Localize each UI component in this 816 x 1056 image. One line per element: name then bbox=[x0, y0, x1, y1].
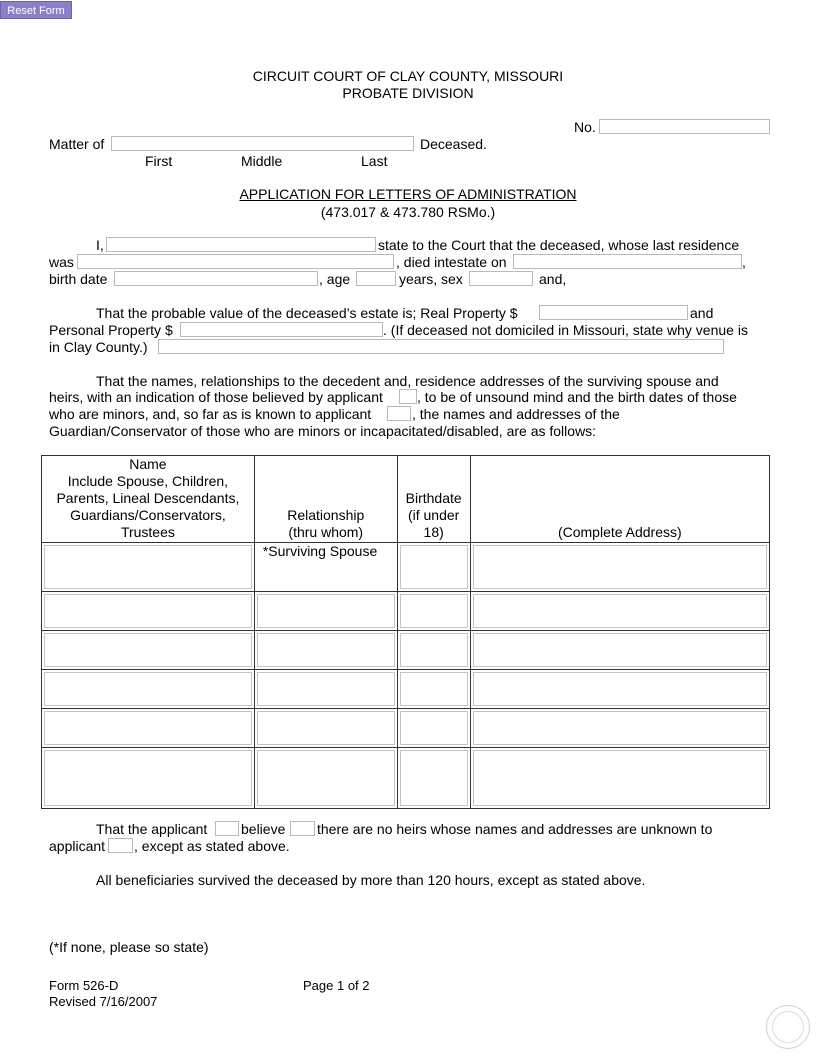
page-number: Page 1 of 2 bbox=[303, 978, 370, 993]
heir-relationship-field[interactable] bbox=[257, 633, 395, 667]
heir-birthdate-field[interactable] bbox=[400, 594, 468, 628]
para1-i: I, bbox=[96, 237, 104, 253]
header-name bbox=[42, 456, 255, 543]
form-number: Form 526-D bbox=[49, 978, 119, 993]
real-property-field[interactable] bbox=[539, 305, 688, 320]
believe-field[interactable] bbox=[290, 821, 315, 836]
para4-applicant2: applicant bbox=[49, 838, 106, 854]
relationship-cell bbox=[255, 543, 397, 587]
heir-name-field[interactable] bbox=[44, 594, 252, 628]
para4-no-heirs-text: there are no heirs whose names and addresses are unknown to bbox=[317, 821, 713, 837]
heir-address-field[interactable] bbox=[473, 672, 767, 706]
date-of-death-field[interactable] bbox=[513, 254, 742, 269]
surviving-spouse-label: *Surviving Spouse bbox=[262, 543, 378, 559]
para3-line3a: who are minors, and, so far as is known to applicant bbox=[49, 406, 372, 422]
venue-text: . (If deceased not domiciled in Missouri, state why venue is bbox=[383, 322, 748, 338]
heir-birthdate-field[interactable] bbox=[400, 750, 468, 806]
case-number-field[interactable] bbox=[599, 119, 770, 134]
header-birthdate bbox=[397, 456, 470, 543]
division-title: PROBATE DIVISION bbox=[342, 85, 474, 101]
para3-line4: Guardian/Conservator of those who are minors or incapacitated/disabled, are as follows: bbox=[49, 423, 597, 439]
para1-died-intestate: , died intestate on bbox=[396, 254, 507, 270]
header-address-text: (Complete Address) bbox=[557, 524, 682, 540]
para1-was: was bbox=[49, 254, 74, 270]
heir-relationship-field[interactable] bbox=[257, 594, 395, 628]
applicant-unknown-field[interactable] bbox=[108, 838, 133, 853]
birth-date-field[interactable] bbox=[114, 271, 318, 286]
heir-name-field[interactable] bbox=[44, 672, 252, 706]
header-name-text: Name Include Spouse, Children, Parents, Lineal Descendants, Guardians/Conservators, Trustees bbox=[56, 456, 240, 540]
venue-reason-field[interactable] bbox=[158, 339, 724, 354]
years-sex-label: years, sex bbox=[399, 271, 463, 287]
heir-relationship-field[interactable] bbox=[257, 711, 395, 745]
heir-relationship-field[interactable] bbox=[257, 672, 395, 706]
beneficiaries-statement: All beneficiaries survived the deceased by more than 120 hours, except as stated above. bbox=[96, 872, 646, 888]
last-residence-field[interactable] bbox=[77, 254, 394, 269]
heir-name-field[interactable] bbox=[44, 750, 252, 806]
heir-name-field[interactable] bbox=[44, 545, 252, 589]
table-header-row bbox=[42, 456, 770, 543]
age-label: , age bbox=[319, 271, 351, 287]
table-row bbox=[42, 631, 770, 670]
sex-field[interactable] bbox=[469, 271, 533, 286]
para2-real-property-text: That the probable value of the deceased’s estate is; Real Property $ bbox=[96, 305, 518, 321]
heir-address-field[interactable] bbox=[473, 711, 767, 745]
heir-address-field[interactable] bbox=[473, 594, 767, 628]
heir-name-field[interactable] bbox=[44, 711, 252, 745]
table-row bbox=[42, 543, 770, 592]
header-relationship bbox=[254, 456, 397, 543]
heirs-table bbox=[41, 455, 770, 809]
personal-property-label: Personal Property $ bbox=[49, 322, 173, 338]
header-address bbox=[470, 456, 769, 543]
deceased-label: Deceased. bbox=[420, 136, 487, 152]
known-to-applicant-field[interactable] bbox=[387, 406, 411, 421]
birth-date-label: birth date bbox=[49, 271, 108, 287]
revised-date: Revised 7/16/2007 bbox=[49, 994, 158, 1009]
heir-address-field[interactable] bbox=[473, 545, 767, 589]
heir-birthdate-field[interactable] bbox=[400, 633, 468, 667]
para1-comma: , bbox=[742, 254, 746, 270]
para3-line2b: , to be of unsound mind and the birth dates of those bbox=[417, 389, 737, 405]
heir-address-field[interactable] bbox=[473, 750, 767, 806]
para3-line1: That the names, relationships to the decedent and, residence addresses of the surviving spouse and bbox=[96, 373, 719, 389]
last-name-caption: Last bbox=[361, 153, 388, 169]
applicant-believe-field[interactable] bbox=[215, 821, 239, 836]
heir-name-field[interactable] bbox=[44, 633, 252, 667]
court-title: CIRCUIT COURT OF CLAY COUNTY, MISSOURI bbox=[252, 68, 564, 84]
statute-reference: (473.017 & 473.780 RSMo.) bbox=[320, 204, 496, 220]
age-field[interactable] bbox=[356, 271, 396, 286]
header-birthdate-text: Birthdate (if under 18) bbox=[405, 490, 462, 540]
para1-state-text: state to the Court that the deceased, whose last residence bbox=[378, 237, 740, 253]
personal-property-field[interactable] bbox=[180, 322, 383, 337]
case-number-label: No. bbox=[574, 119, 596, 135]
para3-line2a: heirs, with an indication of those believed by applicant bbox=[49, 389, 383, 405]
court-seal-watermark-icon bbox=[766, 1005, 810, 1049]
deceased-name-field[interactable] bbox=[111, 136, 414, 151]
heir-birthdate-field[interactable] bbox=[400, 545, 468, 589]
para4-applicant: That the applicant bbox=[96, 821, 208, 837]
if-none-note: (*If none, please so state) bbox=[49, 939, 209, 955]
para3-line3b: , the names and addresses of the bbox=[412, 406, 620, 422]
table-row bbox=[42, 592, 770, 631]
table-row bbox=[42, 709, 770, 748]
heir-birthdate-field[interactable] bbox=[400, 672, 468, 706]
para4-except: , except as stated above. bbox=[134, 838, 290, 854]
table-row bbox=[42, 748, 770, 809]
applicant-name-field[interactable] bbox=[106, 237, 376, 252]
table-row bbox=[42, 670, 770, 709]
para2-and: and bbox=[690, 305, 714, 321]
clay-county-text: in Clay County.) bbox=[49, 339, 148, 355]
heir-relationship-field[interactable] bbox=[257, 750, 395, 806]
para1-and: and, bbox=[539, 271, 567, 287]
document-title: APPLICATION FOR LETTERS OF ADMINISTRATION bbox=[239, 186, 577, 202]
matter-of-label: Matter of bbox=[49, 136, 105, 152]
para4-believe: believe bbox=[241, 821, 286, 837]
header-relationship-text: Relationship (thru whom) bbox=[287, 507, 365, 540]
middle-name-caption: Middle bbox=[241, 153, 283, 169]
heir-birthdate-field[interactable] bbox=[400, 711, 468, 745]
first-name-caption: First bbox=[145, 153, 173, 169]
reset-form-button[interactable]: Reset Form bbox=[0, 1, 72, 19]
unsound-mind-field[interactable] bbox=[399, 389, 417, 404]
heir-address-field[interactable] bbox=[473, 633, 767, 667]
